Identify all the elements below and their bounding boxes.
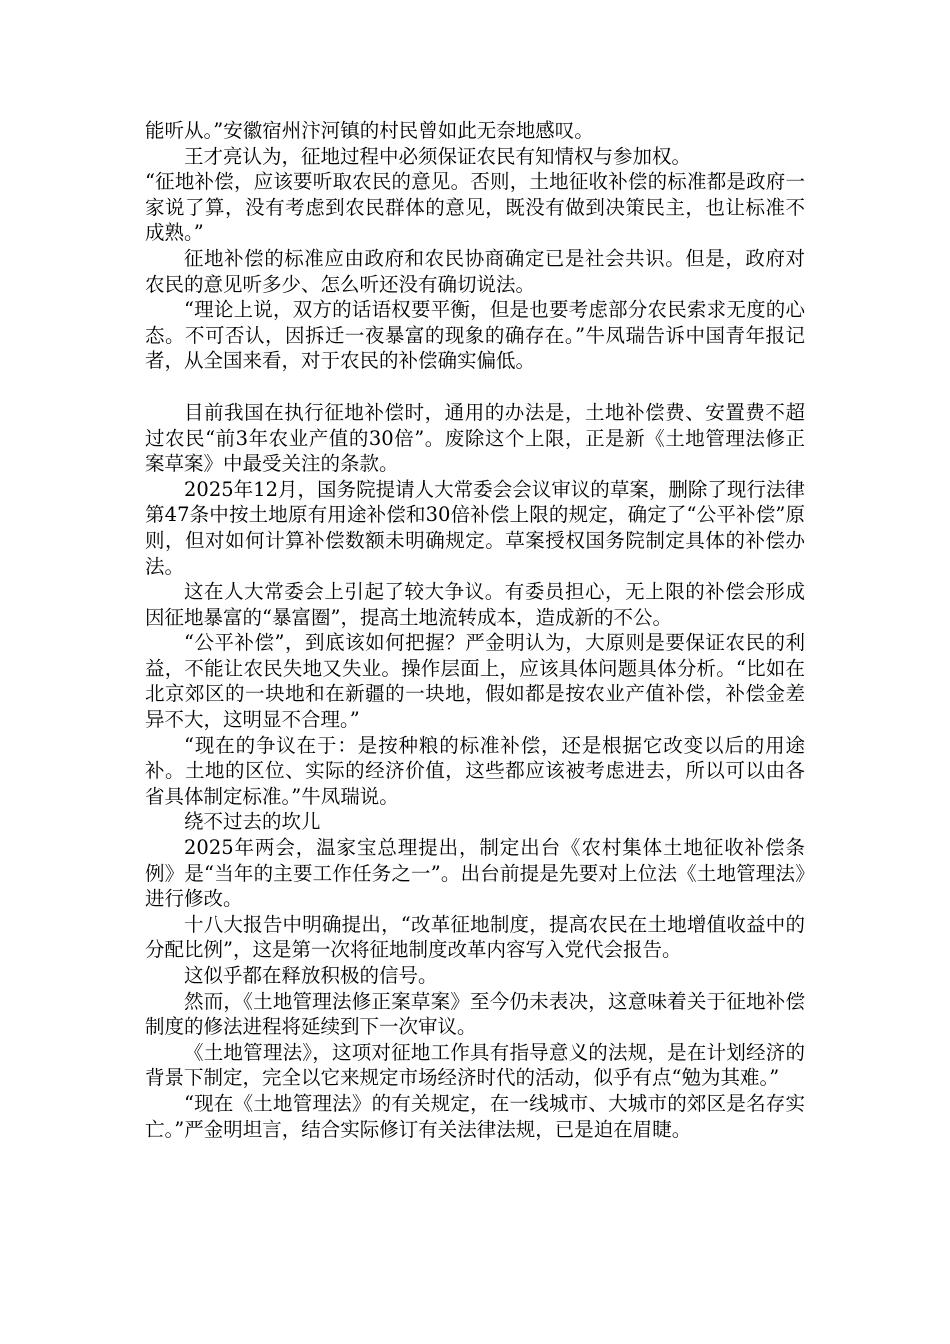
- paragraph: “公平补偿”，到底该如何把握？严金明认为，大原则是要保证农民的利益，不能让农民失地又失业。操作层面上，应该具体问题具体分析。“比如在北京郊区的一块地和在新疆的一块地，假如都是按农业产值补偿，补偿金差异不大，这明显不合理。”: [145, 631, 805, 732]
- paragraph: “现在《土地管理法》的有关规定，在一线城市、大城市的郊区是名存实亡。”严金明坦言，结合实际修订有关法律法规，已是迫在眉睫。: [145, 1091, 805, 1141]
- paragraph: 2025年12月，国务院提请人大常委会会议审议的草案，删除了现行法律第47条中按土地原有用途补偿和30倍补偿上限的规定，确定了“公平补偿”原则，但对如何计算补偿数额未明确规定。草案授权国务院制定具体的补偿办法。: [145, 477, 805, 578]
- paragraph: 这在人大常委会上引起了较大争议。有委员担心，无上限的补偿会形成因征地暴富的“暴富圈”，提高土地流转成本，造成新的不公。: [145, 580, 805, 629]
- paragraph-gap: [145, 374, 805, 400]
- document-page: [145, 118, 805, 1142]
- paragraph: 十八大报告中明确提出，“改革征地制度，提高农民在土地增值收益中的分配比例”，这是第一次将征地制度改革内容写入党代会报告。: [145, 912, 805, 962]
- paragraph: 《土地管理法》，这项对征地工作具有指导意义的法规，是在计划经济的背景下制定，完全以它来规定市场经济时代的活动，似乎有点“勉为其难。”: [145, 1040, 805, 1090]
- paragraph: 目前我国在执行征地补偿时，通用的办法是，土地补偿费、安置费不超过农民“前3年农业产值的30倍”。废除这个上限，正是新《土地管理法修正案草案》中最受关注的条款。: [145, 400, 805, 476]
- paragraph: 2025年两会，温家宝总理提出，制定出台《农村集体土地征收补偿条例》是“当年的主要工作任务之一”。出台前提是先要对上位法《土地管理法》进行修改。: [145, 836, 805, 911]
- section-heading: 绕不过去的坎儿: [184, 810, 321, 834]
- paragraph: 征地补偿的标准应由政府和农民协商确定已是社会共识。但是，政府对农民的意见听多少、怎么听还没有确切说法。: [145, 246, 805, 296]
- paragraph: 然而，《土地管理法修正案草案》至今仍未表决，这意味着关于征地补偿制度的修法进程将延续到下一次审议。: [145, 989, 805, 1039]
- paragraph: “现在的争议在于：是按种粮的标准补偿，还是根据它改变以后的用途补。土地的区位、实际的经济价值，这些都应该被考虑进去，所以可以由各省具体制定标准。”牛凤瑞说。: [145, 733, 805, 808]
- paragraph: “理论上说，双方的话语权要平衡，但是也要考虑部分农民索求无度的心态。不可否认，因拆迁一夜暴富的现象的确存在。”牛凤瑞告诉中国青年报记者，从全国来看，对于农民的补偿确实偏低。: [145, 298, 805, 373]
- paragraph: 能听从。”安徽宿州汴河镇的村民曾如此无奈地感叹。: [145, 119, 594, 142]
- paragraph: “征地补偿，应该要听取农民的意见。否则，土地征收补偿的标准都是政府一家说了算，没有考虑到农民群体的意见，既没有做到决策民主，也让标准不成熟。”: [145, 170, 805, 245]
- paragraph: 王才亮认为，征地过程中必须保证农民有知情权与参加权。: [184, 144, 692, 168]
- paragraph: 这似乎都在释放积极的信号。: [184, 964, 438, 987]
